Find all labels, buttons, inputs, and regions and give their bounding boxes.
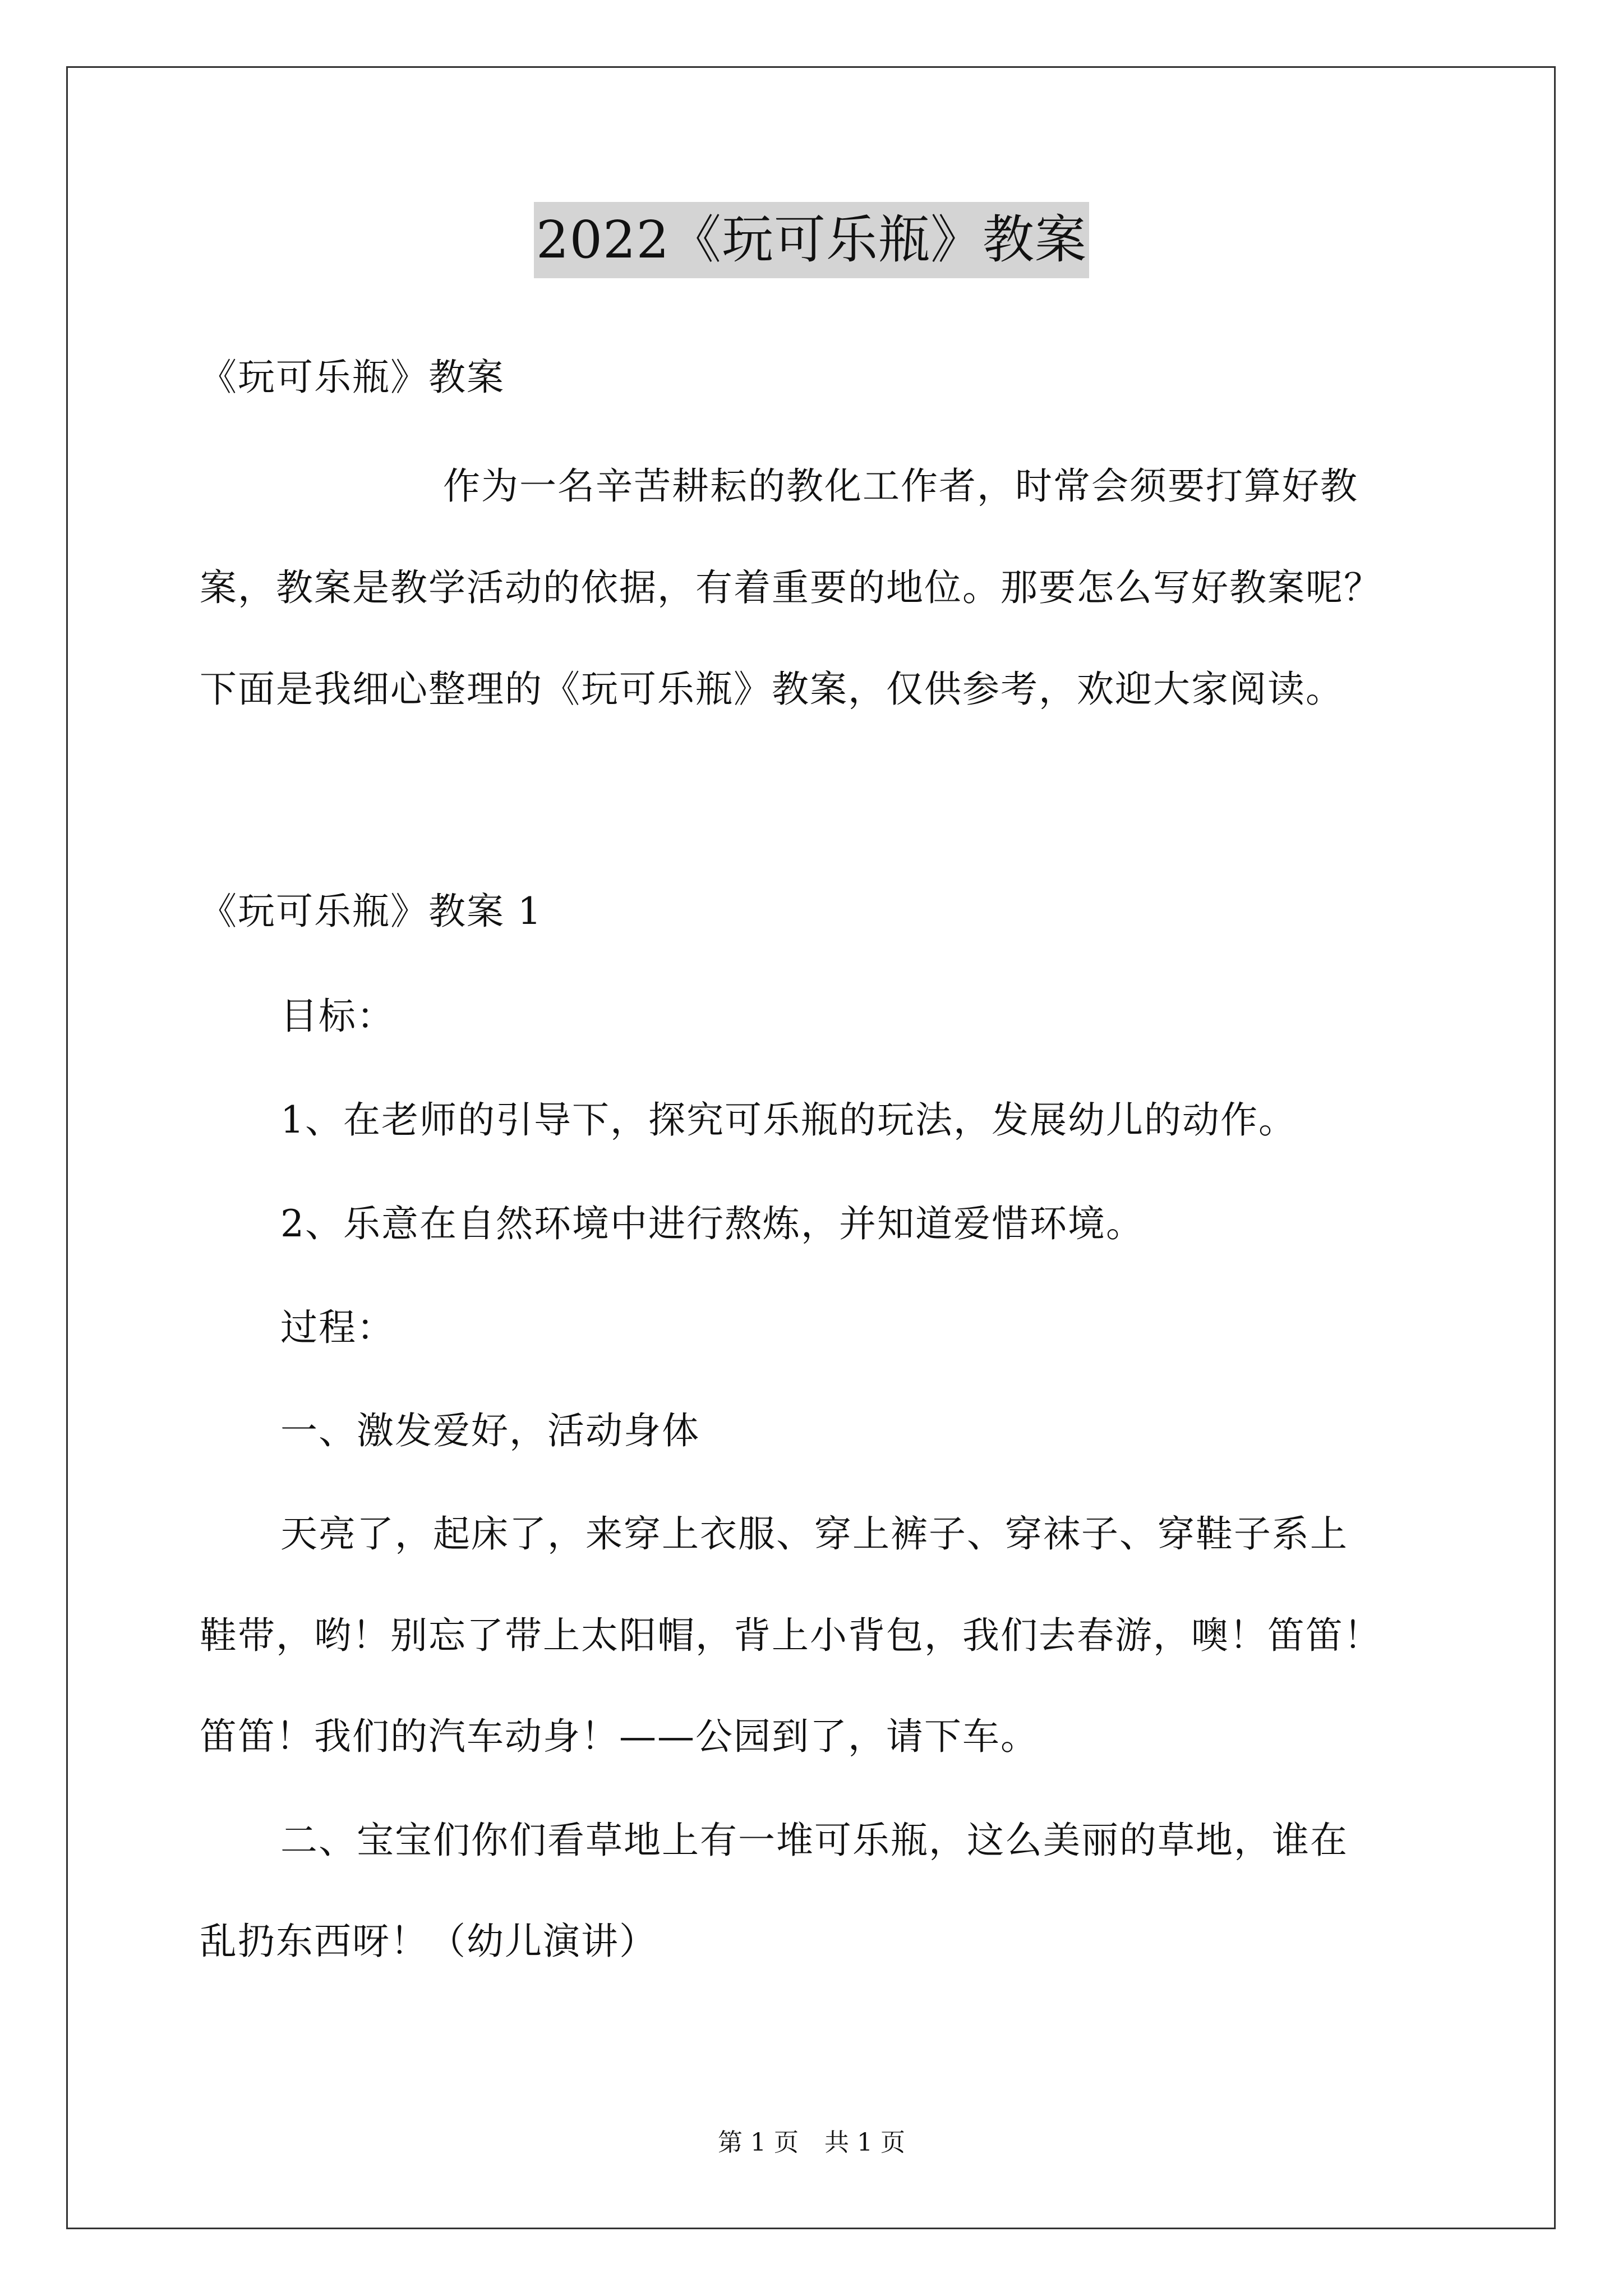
step1-line-1: 天亮了，起床了，来穿上衣服、穿上裤子、穿袜子、穿鞋子系上 [280,1512,1348,1556]
page-footer [0,2126,1623,2160]
intro-line-2: 案，教案是教学活动的依据，有着重要的地位。那要怎么写好教案呢？ [200,566,1382,609]
goal-item-1: 1、在老师的引导下，探究可乐瓶的玩法，发展幼儿的动作。 [280,1098,1297,1142]
document-title: 2022《玩可乐瓶》教案 [534,202,1089,278]
goal-item-2: 2、乐意在自然环境中进行熬炼，并知道爱惜环境。 [280,1202,1144,1245]
intro-line-1: 作为一名辛苦耕耘的教化工作者，时常会须要打算好教 [443,464,1358,508]
intro-line-3: 下面是我细心整理的《玩可乐瓶》教案，仅供参考，欢迎大家阅读。 [200,668,1344,711]
step2-line-1: 二、宝宝们你们看草地上有一堆可乐瓶，这么美丽的草地，谁在 [280,1819,1348,1862]
section-heading: 《玩可乐瓶》教案 1 [200,890,542,933]
process-label: 过程： [280,1306,395,1349]
step1-line-2: 鞋带，哟！别忘了带上太阳帽，背上小背包，我们去春游，噢！笛笛！ [200,1614,1382,1657]
step1-heading: 一、激发爱好，活动身体 [280,1409,700,1452]
step1-line-3: 笛笛！我们的汽车动身！——公园到了，请下车。 [200,1715,1039,1758]
goal-label: 目标： [280,995,395,1038]
title-container [0,202,1623,278]
document-subtitle: 《玩可乐瓶》教案 [200,356,505,399]
page-number-current: 第 1 页 [718,2128,799,2157]
step2-line-2: 乱扔东西呀！（幼儿演讲） [200,1920,657,1963]
page-number-total: 共 1 页 [824,2128,905,2157]
